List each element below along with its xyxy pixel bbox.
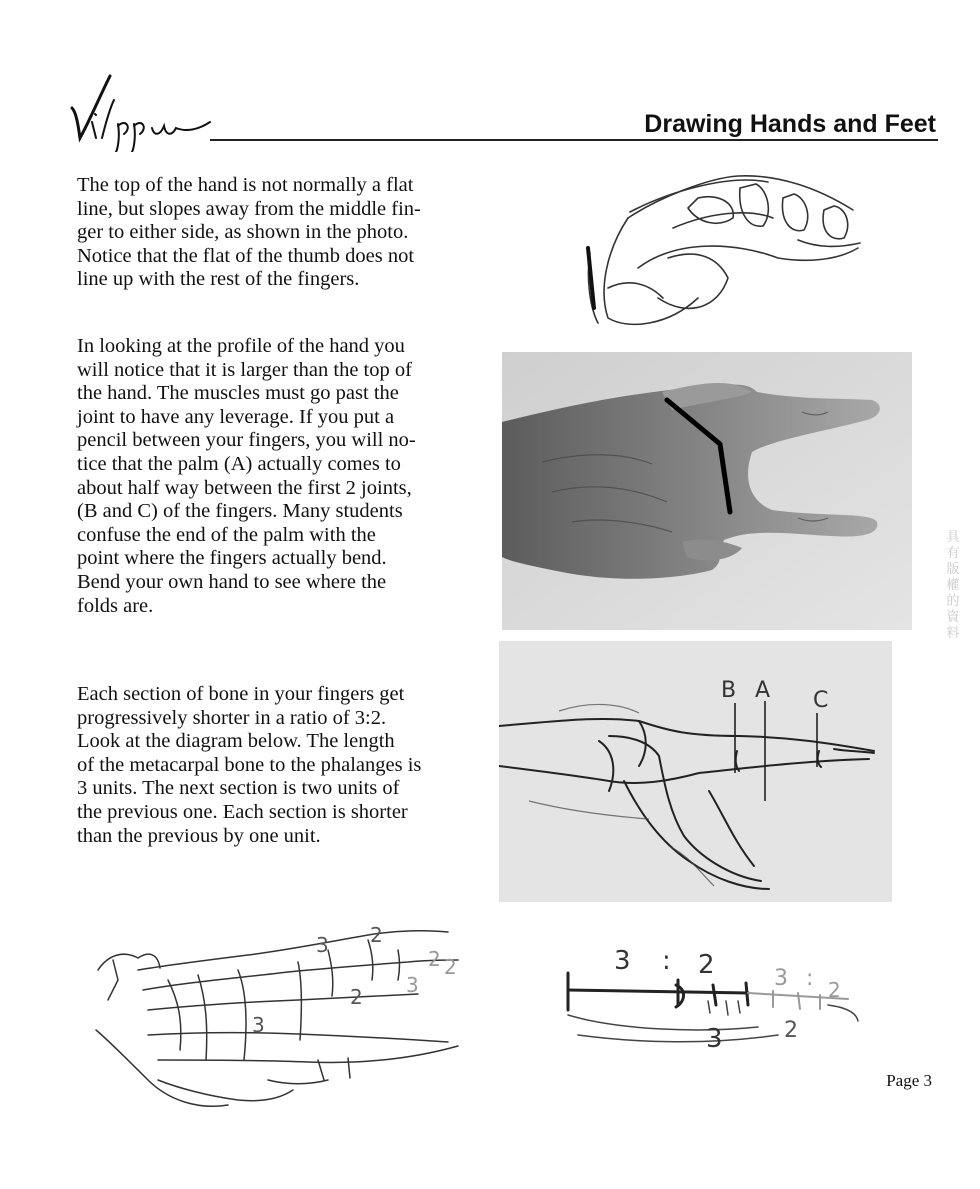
label-b: B xyxy=(721,678,737,703)
text-line: will notice that it is larger than the top of xyxy=(77,358,412,381)
ratio-label: : xyxy=(806,966,814,991)
text-line: The top of the hand is not normally a flat xyxy=(77,174,414,196)
text-line: ger to either side, as shown in the photo. xyxy=(77,221,409,244)
text-line: pencil between your fingers, you will no- xyxy=(77,429,416,452)
ratio-label: : xyxy=(662,946,671,976)
text-line: the hand. The muscles must go past the xyxy=(77,382,399,405)
text-line: joint to have any leverage. If you put a xyxy=(77,405,395,428)
skeleton-label: 2 xyxy=(428,947,441,971)
ratio-label: 3 xyxy=(774,966,788,991)
text-line: confuse the end of the palm with the xyxy=(77,523,376,546)
text-line: Notice that the flat of the thumb does not xyxy=(77,244,415,267)
ratio-label: 2 xyxy=(698,950,715,980)
paragraph-bone-ratio xyxy=(77,683,477,848)
ratio-label: 2 xyxy=(828,978,841,1002)
ratio-label: 2 xyxy=(784,1018,798,1043)
text-line: line, but slopes away from the middle fin- xyxy=(77,197,421,220)
text-line: In looking at the profile of the hand you xyxy=(77,335,405,357)
text-line: Each section of bone in your fingers get xyxy=(77,683,405,705)
text-line: tice that the palm (A) actually comes to xyxy=(77,452,401,475)
skeleton-label: 2 xyxy=(370,923,383,947)
copyright-watermark: 具有版權的資料 xyxy=(946,530,960,641)
ratio-label: 3 xyxy=(614,946,631,976)
label-c: C xyxy=(813,688,829,713)
text-line: point where the fingers actually bend. xyxy=(77,547,387,570)
bone-ratio-diagram xyxy=(558,935,868,1055)
text-line: Look at the diagram below. The length xyxy=(77,730,395,753)
text-line: Bend your own hand to see where the xyxy=(77,570,387,593)
hand-xray-sketch xyxy=(499,641,892,902)
text-line: folds are. xyxy=(77,594,154,617)
label-a: A xyxy=(755,678,771,703)
header-rule xyxy=(210,139,938,141)
paragraph-profile-of-hand xyxy=(77,335,477,618)
skeleton-label: 2 xyxy=(350,985,363,1009)
page-number: Page 3 xyxy=(886,1071,932,1090)
text-line: 3 units. The next section is two units of xyxy=(77,777,400,800)
text-line: of the metacarpal bone to the phalanges is xyxy=(77,753,422,776)
hand-profile-photo xyxy=(502,352,912,630)
ratio-label: 3 xyxy=(706,1024,723,1054)
paragraph-top-of-hand xyxy=(77,174,477,292)
text-line: line up with the rest of the fingers. xyxy=(77,268,360,291)
text-line: progressively shorter in a ratio of 3:2. xyxy=(77,706,387,729)
skeleton-label: 3 xyxy=(252,1013,265,1037)
text-line: about half way between the first 2 joints, xyxy=(77,476,412,499)
skeleton-label: 3 xyxy=(316,933,329,957)
text-line: (B and C) of the fingers. Many students xyxy=(77,500,403,523)
text-line: than the previous by one unit. xyxy=(77,824,321,847)
hand-top-sketch xyxy=(568,168,868,333)
page-title: Drawing Hands and Feet xyxy=(644,110,936,138)
skeleton-label: 3 xyxy=(406,973,419,997)
skeleton-label: 2 xyxy=(444,955,457,979)
vilppu-signature-logo xyxy=(68,72,218,152)
text-line: the previous one. Each section is shorter xyxy=(77,800,408,823)
hand-skeleton-sketch xyxy=(88,910,468,1116)
